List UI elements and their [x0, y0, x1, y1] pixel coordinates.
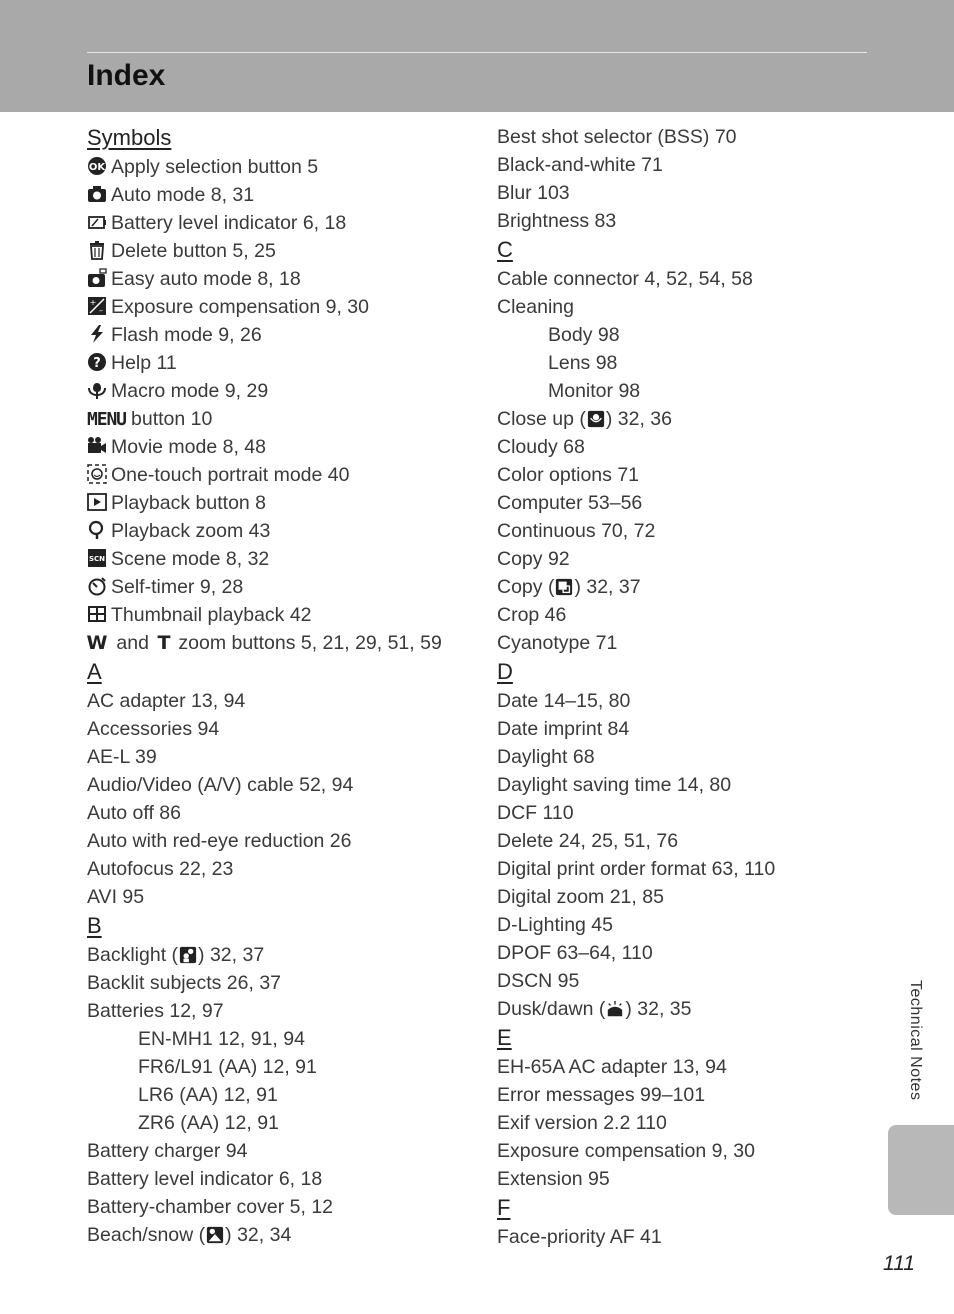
svg-text:?: ?: [93, 356, 101, 371]
entry-text: Easy auto mode 8, 18: [111, 268, 301, 290]
index-entry: [87, 743, 467, 771]
index-entry: [87, 883, 467, 911]
entry-text: DPOF 63–64, 110: [497, 942, 653, 964]
entry-text: Blur 103: [497, 182, 570, 204]
entry-text: Accessories 94: [87, 718, 220, 740]
entry-text: Playback button 8: [111, 492, 267, 514]
index-entry: [87, 377, 467, 405]
exposure-icon: [87, 296, 107, 316]
entry-text: Daylight saving time 14, 80: [497, 774, 732, 796]
index-entry: [497, 967, 877, 995]
svg-text:W: W: [87, 632, 107, 652]
entry-text: D-Lighting 45: [497, 914, 613, 936]
entry-text: Battery-chamber cover 5, 12: [87, 1196, 334, 1218]
wt-icon: [87, 632, 107, 652]
index-entry: [87, 321, 467, 349]
svg-text:T: T: [157, 632, 171, 652]
entry-text: Scene mode 8, 32: [111, 548, 270, 570]
index-entry: [497, 715, 877, 743]
index-entry: [87, 433, 467, 461]
entry-text: Backlit subjects 26, 37: [87, 972, 282, 994]
entry-text: One-touch portrait mode 40: [111, 464, 350, 486]
entry-text: Help 11: [111, 352, 177, 374]
entry-text: Cleaning: [497, 296, 574, 318]
t-icon: [154, 632, 174, 652]
index-entry: [497, 629, 877, 657]
entry-text: Cloudy 68: [497, 436, 585, 458]
index-entry: [87, 1193, 467, 1221]
index-subentry: [497, 349, 877, 377]
scene-icon: [87, 548, 107, 568]
play-icon: [87, 492, 107, 512]
timer-icon: [87, 576, 107, 596]
ok-icon: [87, 156, 107, 176]
camera-icon: [87, 184, 107, 204]
zoom-icon: [87, 520, 107, 540]
page-title: Index: [87, 59, 166, 92]
index-entry: [497, 545, 877, 573]
entry-text: Computer 53–56: [497, 492, 643, 514]
entry-text: EH-65A AC adapter 13, 94: [497, 1056, 727, 1078]
index-letter-heading: A: [87, 659, 102, 684]
entry-text: Cable connector 4, 52, 54, 58: [497, 268, 753, 290]
index-entry: [497, 405, 877, 433]
index-entry: [87, 181, 467, 209]
entry-text: Movie mode 8, 48: [111, 436, 267, 458]
index-entry: [87, 601, 467, 629]
entry-text: Playback zoom 43: [111, 520, 271, 542]
index-entry: [87, 771, 467, 799]
index-entry: [87, 209, 467, 237]
index-entry: [87, 969, 467, 997]
entry-text: Error messages 99–101: [497, 1084, 706, 1106]
index-entry: [497, 827, 877, 855]
entry-text: Lens 98: [548, 352, 618, 374]
entry-text: EN-MH1 12, 91, 94: [138, 1028, 305, 1050]
index-entry: [497, 1081, 877, 1109]
index-subentry: [497, 377, 877, 405]
index-entry: [497, 911, 877, 939]
index-entry: [87, 237, 467, 265]
index-entry: [497, 743, 877, 771]
help-icon: [87, 352, 107, 372]
entry-text: Exif version 2.2 110: [497, 1112, 667, 1134]
backlight-icon: [179, 946, 197, 964]
entry-text: Extension 95: [497, 1168, 610, 1190]
index-entry: [497, 771, 877, 799]
entry-text: FR6/L91 (AA) 12, 91: [138, 1056, 317, 1078]
index-entry: [497, 573, 877, 601]
index-subentry: [497, 321, 877, 349]
index-entry: [87, 997, 467, 1025]
entry-text-after: ) 32, 36: [605, 408, 673, 430]
index-entry: [87, 715, 467, 743]
entry-text-and: and: [111, 632, 155, 654]
index-entry: [497, 855, 877, 883]
entry-text: AVI 95: [87, 886, 145, 908]
index-entry: [497, 293, 877, 321]
beach-icon: [206, 1226, 224, 1244]
index-letter-heading: F: [497, 1195, 511, 1220]
entry-text-after: ) 32, 34: [225, 1224, 292, 1246]
entry-text: Face-priority AF 41: [497, 1226, 662, 1248]
index-letter-heading: D: [497, 659, 513, 684]
index-entry: [87, 1165, 467, 1193]
page-header: [0, 0, 954, 112]
trash-icon: [87, 240, 107, 260]
closeup-icon: [587, 410, 605, 428]
entry-text: Continuous 70, 72: [497, 520, 656, 542]
macro-icon: [87, 380, 107, 400]
entry-text-after: ) 32, 37: [198, 944, 265, 966]
index-entry: [497, 1053, 877, 1081]
section-label: Technical Notes: [907, 980, 924, 1101]
entry-text: button 10: [131, 408, 213, 430]
entry-text: Auto mode 8, 31: [111, 184, 255, 206]
entry-text: Battery level indicator 6, 18: [87, 1168, 323, 1190]
entry-text: Close up (: [497, 408, 586, 430]
index-entry: [87, 799, 467, 827]
entry-text: Digital zoom 21, 85: [497, 886, 664, 908]
header-rule: [87, 52, 867, 53]
entry-text: DSCN 95: [497, 970, 580, 992]
index-entry: [87, 629, 467, 657]
entry-text: AC adapter 13, 94: [87, 690, 246, 712]
index-entry: [497, 151, 877, 179]
index-entry: [87, 941, 467, 969]
index-column-right: [497, 123, 877, 1251]
movie-icon: [87, 436, 107, 456]
thumbnail-icon: [87, 604, 107, 624]
index-entry: [497, 799, 877, 827]
index-entry: [87, 405, 467, 433]
index-subentry: [87, 1025, 467, 1053]
entry-text: Autofocus 22, 23: [87, 858, 234, 880]
index-entry: [497, 461, 877, 489]
entry-text: Brightness 83: [497, 210, 617, 232]
entry-text: Auto off 86: [87, 802, 181, 824]
index-entry: [497, 179, 877, 207]
entry-text: Backlight (: [87, 944, 179, 966]
index-entry: [497, 1165, 877, 1193]
entry-text: ZR6 (AA) 12, 91: [138, 1112, 279, 1134]
index-entry: [87, 349, 467, 377]
index-entry: [87, 489, 467, 517]
entry-text: Self-timer 9, 28: [111, 576, 244, 598]
index-entry: [87, 687, 467, 715]
entry-text: Exposure compensation 9, 30: [497, 1140, 755, 1162]
index-subentry: [87, 1109, 467, 1137]
section-tab: [888, 1125, 954, 1215]
entry-text: Best shot selector (BSS) 70: [497, 126, 737, 148]
index-entry: [87, 855, 467, 883]
entry-text: Delete button 5, 25: [111, 240, 276, 262]
index-subentry: [87, 1053, 467, 1081]
entry-text: DCF 110: [497, 802, 574, 824]
entry-text: Copy (: [497, 576, 555, 598]
entry-text: Battery charger 94: [87, 1140, 248, 1162]
entry-text: Cyanotype 71: [497, 632, 618, 654]
entry-text: Crop 46: [497, 604, 567, 626]
index-entry: [497, 601, 877, 629]
svg-text:OK: OK: [88, 162, 106, 173]
copy-icon: [555, 578, 573, 596]
entry-text: Body 98: [548, 324, 620, 346]
entry-text: Beach/snow (: [87, 1224, 206, 1246]
entry-text: Battery level indicator 6, 18: [111, 212, 347, 234]
index-entry: [87, 1137, 467, 1165]
portrait-icon: [87, 464, 107, 484]
index-entry: [497, 517, 877, 545]
entry-text: Thumbnail playback 42: [111, 604, 312, 626]
entry-text: Apply selection button 5: [111, 156, 319, 178]
index-entry: [87, 293, 467, 321]
dusk-icon: [606, 1000, 624, 1018]
index-entry: [497, 433, 877, 461]
index-entry: [497, 1109, 877, 1137]
entry-text-after: ) 32, 37: [574, 576, 641, 598]
index-entry: [497, 687, 877, 715]
entry-text: Audio/Video (A/V) cable 52, 94: [87, 774, 354, 796]
index-entry: [87, 573, 467, 601]
entry-text: Batteries 12, 97: [87, 1000, 224, 1022]
entry-text: Copy 92: [497, 548, 570, 570]
entry-text: Flash mode 9, 26: [111, 324, 262, 346]
index-entry: [497, 207, 877, 235]
index-entry: [497, 995, 877, 1023]
index-letter-heading: B: [87, 913, 102, 938]
index-entry: [87, 545, 467, 573]
index-entry: [497, 265, 877, 293]
entry-text-after: ) 32, 35: [625, 998, 692, 1020]
index-entry: [87, 1221, 467, 1249]
svg-text:MENU: MENU: [87, 409, 127, 428]
index-subentry: [87, 1081, 467, 1109]
entry-text: Color options 71: [497, 464, 640, 486]
index-entry: [87, 461, 467, 489]
entry-text: Date imprint 84: [497, 718, 630, 740]
svg-text:SCN: SCN: [88, 555, 106, 563]
index-entry: [497, 883, 877, 911]
entry-text: AE-L 39: [87, 746, 157, 768]
index-letter-heading: Symbols: [87, 125, 172, 150]
svg-text:–: –: [99, 306, 103, 315]
index-entry: [497, 1223, 877, 1251]
entry-text: Exposure compensation 9, 30: [111, 296, 369, 318]
index-entry: [87, 265, 467, 293]
index-entry: [497, 1137, 877, 1165]
menu-icon: [87, 408, 127, 428]
entry-text: zoom buttons 5, 21, 29, 51, 59: [178, 632, 442, 654]
index-letter-heading: C: [497, 237, 513, 262]
index-entry: [497, 123, 877, 151]
entry-text: Date 14–15, 80: [497, 690, 631, 712]
entry-text: Macro mode 9, 29: [111, 380, 269, 402]
entry-text: Digital print order format 63, 110: [497, 858, 776, 880]
index-entry: [87, 517, 467, 545]
easy-auto-icon: [87, 268, 107, 288]
entry-text: Black-and-white 71: [497, 154, 663, 176]
entry-text: Dusk/dawn (: [497, 998, 606, 1020]
index-entry: [497, 489, 877, 517]
entry-text: Daylight 68: [497, 746, 595, 768]
index-column-left: [87, 123, 467, 1249]
index-entry: [497, 939, 877, 967]
index-entry: [87, 153, 467, 181]
entry-text: Auto with red-eye reduction 26: [87, 830, 352, 852]
entry-text: Delete 24, 25, 51, 76: [497, 830, 679, 852]
svg-text:+: +: [89, 298, 97, 307]
flash-icon: [87, 324, 107, 344]
page-number: 111: [883, 1252, 915, 1275]
entry-text: Monitor 98: [548, 380, 641, 402]
entry-text: LR6 (AA) 12, 91: [138, 1084, 278, 1106]
index-entry: [87, 827, 467, 855]
index-letter-heading: E: [497, 1025, 512, 1050]
battery-icon: [87, 212, 107, 232]
